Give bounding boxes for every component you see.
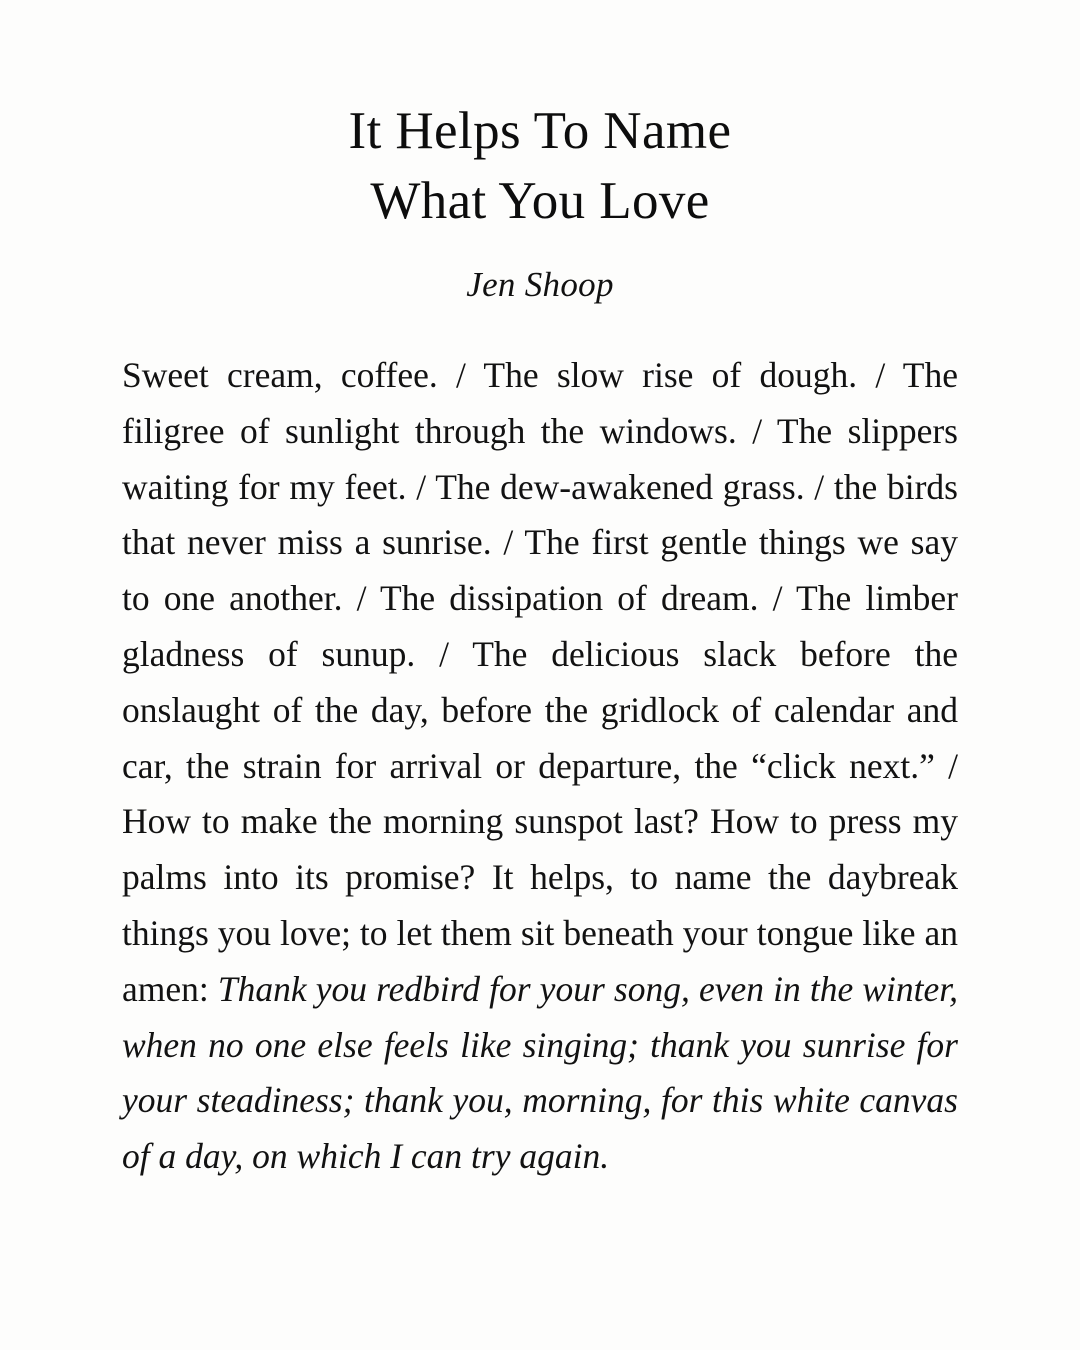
title-block — [122, 0, 958, 306]
poem-roman-text: Sweet cream, coffee. / The slow rise of dough. / The filigree of sunlight through the windows. / The slippers waiting for my feet. / The dew-awakened grass. / the birds that never miss a sunrise. / The first gentle things we say to one another. / The dissipation of dream. / The limber gladness of sunup. / The delicious slack before the onslaught of the day, before the gridlock of calendar and car, the strain for arrival or departure, the “click next.” / How to make the morning sunspot last? How to press my palms into its promise? It helps, to name the daybreak things you love; to let them sit beneath your tongue like an amen: — [122, 355, 958, 1009]
author-byline: Jen Shoop — [466, 265, 614, 304]
page-title-line-2: What You Love — [370, 172, 710, 230]
page-title — [122, 96, 958, 236]
poem-italic-text: Thank you redbird for your song, even in the winter, when no one else feels like singing; thank you sunrise for your steadiness; thank you, morning, for this white canvas of a day, on which I can try again. — [122, 968, 958, 1177]
poem-body — [122, 306, 958, 1185]
page-title-line-1: It Helps To Name — [348, 102, 732, 160]
poem-paragraph — [122, 348, 958, 1185]
